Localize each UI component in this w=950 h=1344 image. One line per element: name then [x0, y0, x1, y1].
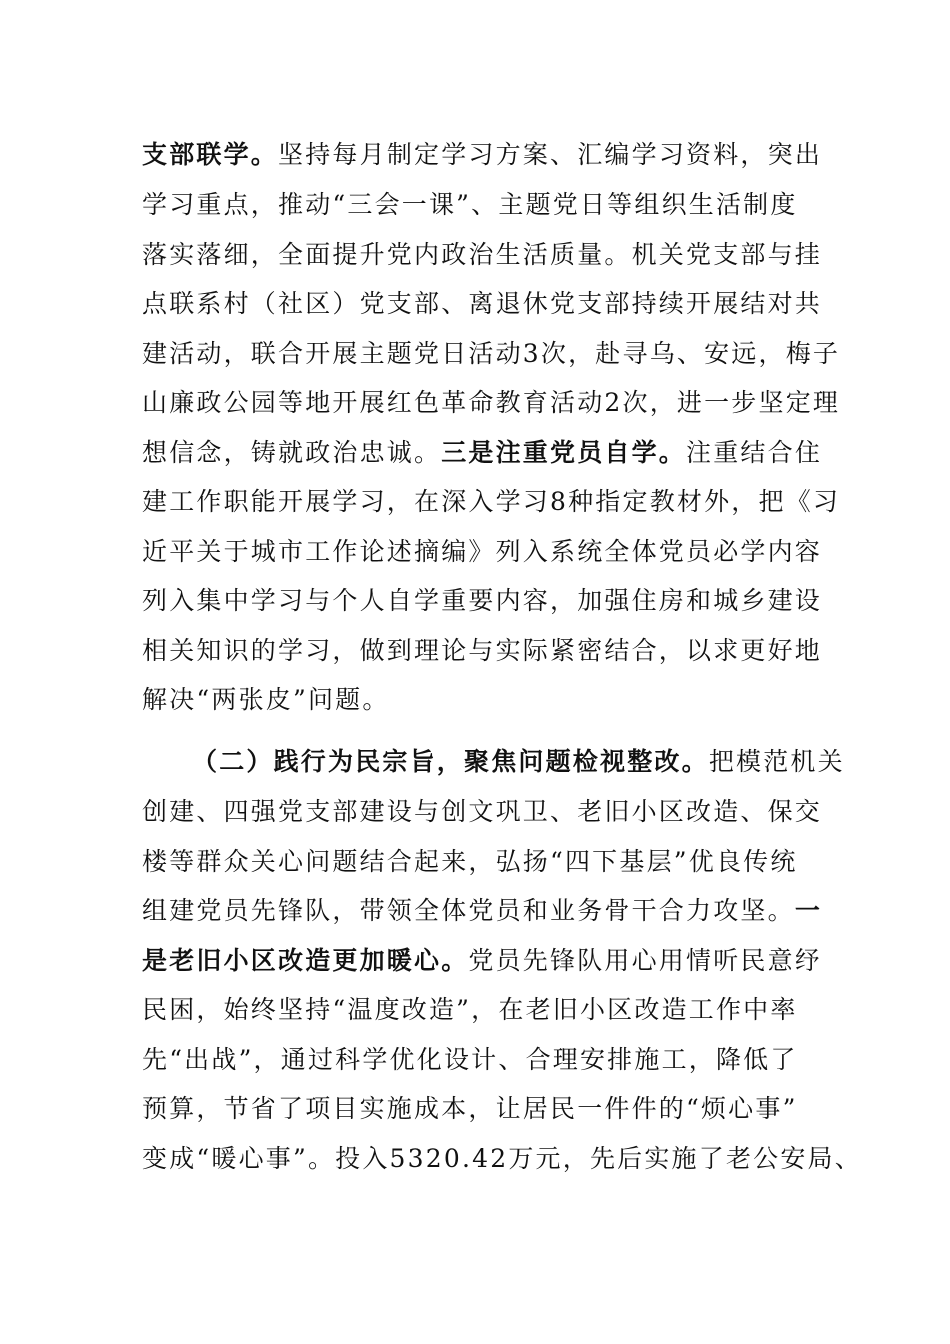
text-segment: 把模范机关	[708, 747, 845, 776]
text-segment: 想信念，铸就政治忠诚。	[142, 438, 442, 467]
text-line	[142, 338, 840, 370]
text-segment: 近平关于城市工作论述摘编》列入系统全体党员必学内容	[142, 537, 823, 566]
text-line	[142, 288, 822, 320]
text-segment: 组建党员先锋队，带领全体党员和业务骨干合力攻坚。	[142, 896, 795, 925]
text-segment: 注重结合住	[686, 438, 823, 467]
text-line	[142, 796, 822, 828]
text-segment: 先“出战”，通过科学优化设计、合理安排施工，降低了	[142, 1045, 798, 1074]
bold-text-segment: 一	[794, 896, 823, 925]
text-line	[142, 846, 798, 878]
text-line	[142, 486, 840, 518]
text-segment: 列入集中学习与个人自学重要内容，加强住房和城乡建设	[142, 586, 823, 615]
text-line	[142, 635, 822, 667]
text-segment: 山廉政公园等地开展红色革命教育活动2次，进一步坚定理	[142, 388, 841, 417]
text-segment: 党员先锋队用心用情听民意纾	[468, 946, 823, 975]
bold-text-segment: 三是注重党员自学。	[441, 438, 687, 467]
text-segment: 学习重点，推动“三会一课”、主题党日等组织生活制度	[142, 190, 798, 219]
text-line	[142, 895, 822, 927]
text-segment: 坚持每月制定学习方案、汇编学习资料，突出	[278, 140, 823, 169]
bold-text-segment: 支部联学。	[142, 140, 279, 169]
text-line	[142, 945, 822, 977]
text-line	[142, 437, 822, 469]
text-segment: 创建、四强党支部建设与创文巩卫、老旧小区改造、保交	[142, 797, 823, 826]
text-segment: 相关知识的学习，做到理论与实际紧密结合，以求更好地	[142, 636, 823, 665]
text-segment: 变成“暖心事”。投入5320.42万元，先后实施了老公安局、	[142, 1144, 862, 1173]
text-line	[142, 1143, 862, 1175]
text-segment: 建活动，联合开展主题党日活动3次，赴寻乌、安远，梅子	[142, 339, 841, 368]
text-line	[142, 994, 798, 1026]
text-line	[142, 1093, 798, 1125]
text-segment: 预算，节省了项目实施成本，让居民一件件的“烦心事”	[142, 1094, 798, 1123]
bold-text-segment: 是老旧小区改造更加暖心。	[142, 946, 469, 975]
text-segment: 民困，始终坚持“温度改造”，在老旧小区改造工作中率	[142, 995, 798, 1024]
text-line	[142, 239, 822, 271]
text-line	[142, 585, 822, 617]
text-line	[192, 746, 845, 778]
text-line	[142, 387, 840, 419]
text-segment: 落实落细，全面提升党内政治生活质量。机关党支部与挂	[142, 240, 823, 269]
text-segment: 建工作职能开展学习，在深入学习8种指定教材外，把《习	[142, 487, 841, 516]
text-line	[142, 139, 822, 171]
text-segment: 楼等群众关心问题结合起来，弘扬“四下基层”优良传统	[142, 847, 798, 876]
bold-text-segment: （二）践行为民宗旨，聚焦问题检视整改。	[192, 747, 709, 776]
text-line	[142, 189, 798, 221]
text-line	[142, 684, 390, 716]
text-segment: 点联系村（社区）党支部、离退休党支部持续开展结对共	[142, 289, 823, 318]
text-segment: 解决“两张皮”问题。	[142, 685, 390, 714]
text-line	[142, 1044, 798, 1076]
text-line	[142, 536, 822, 568]
